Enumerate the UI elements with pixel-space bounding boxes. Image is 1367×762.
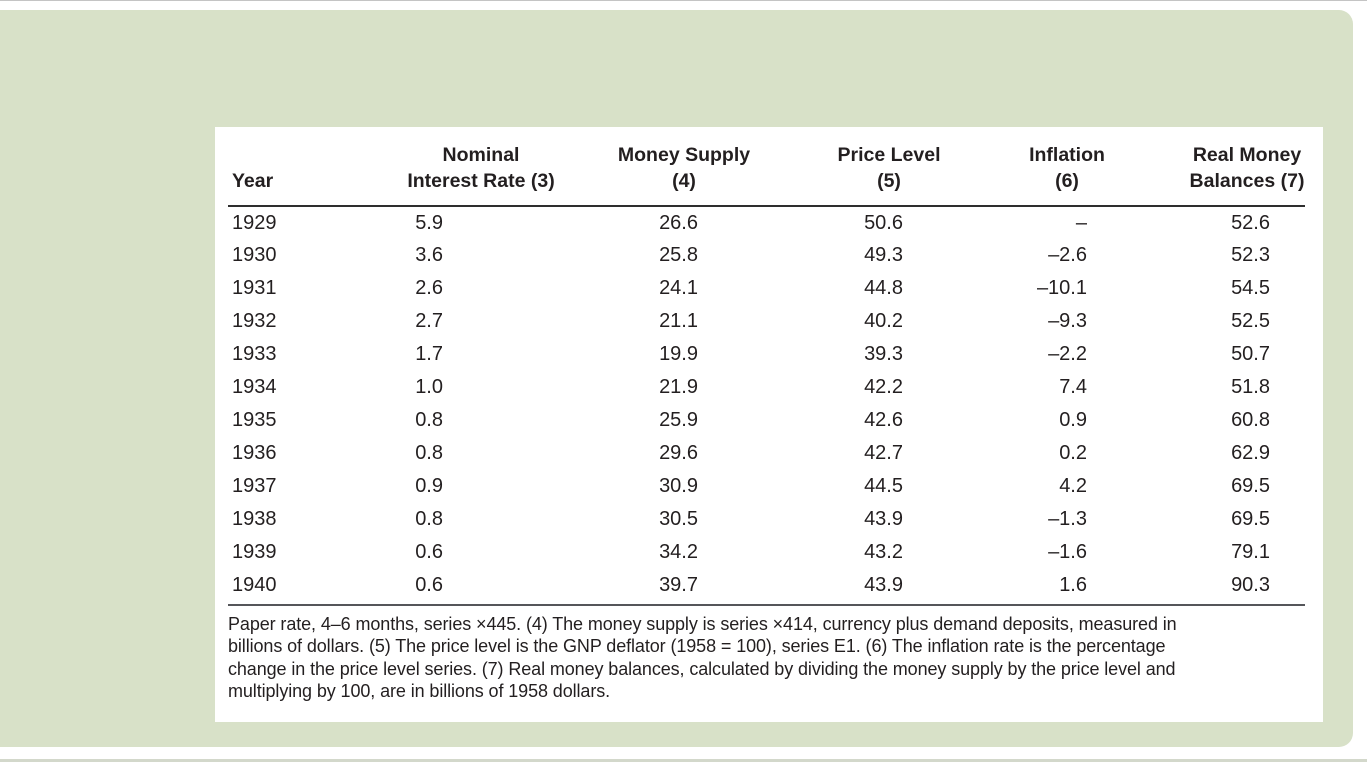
- cell-year: 1938: [232, 508, 277, 530]
- table-row: [228, 470, 1305, 503]
- table-row: [228, 305, 1305, 338]
- cell-nominal-interest-rate: 3.6: [415, 244, 443, 266]
- cell-inflation: –9.3: [1048, 310, 1087, 332]
- cell-nominal-interest-rate: 5.9: [415, 211, 443, 234]
- table-footnote: [228, 604, 1305, 702]
- cell-real-money-balances: 52.3: [1231, 244, 1270, 266]
- cell-money-supply: 30.9: [659, 475, 698, 497]
- cell-inflation: 0.9: [1059, 409, 1087, 431]
- cell-price-level: 44.8: [864, 277, 903, 299]
- column-header-inflation: [1017, 140, 1145, 206]
- column-header-line: Interest Rate (3): [407, 170, 555, 192]
- cell-real-money-balances: 54.5: [1231, 277, 1270, 299]
- cell-real-money-balances: 62.9: [1231, 442, 1270, 464]
- cell-inflation: –2.2: [1048, 343, 1087, 365]
- column-header-line: Money Supply: [617, 144, 751, 166]
- cell-price-level: 42.6: [864, 409, 903, 431]
- cell-money-supply: 21.9: [659, 376, 698, 398]
- cell-money-supply: 30.5: [659, 508, 698, 530]
- cell-year: 1940: [232, 574, 277, 596]
- cell-real-money-balances: 69.5: [1231, 508, 1270, 530]
- cell-nominal-interest-rate: 2.6: [415, 277, 443, 299]
- table-row: [228, 536, 1305, 569]
- cell-inflation: 7.4: [1059, 376, 1087, 398]
- cell-money-supply: 19.9: [659, 343, 698, 365]
- cell-price-level: 50.6: [864, 211, 903, 234]
- cell-real-money-balances: 52.6: [1231, 211, 1270, 234]
- cell-real-money-balances: 79.1: [1231, 541, 1270, 563]
- column-header-real-money-balances: [1145, 140, 1305, 206]
- cell-year: 1934: [232, 376, 277, 398]
- cell-nominal-interest-rate: 0.6: [415, 541, 443, 563]
- cell-price-level: 43.9: [864, 508, 903, 530]
- table-row: [228, 569, 1305, 602]
- cell-year: 1937: [232, 475, 277, 497]
- cell-price-level: 42.2: [864, 376, 903, 398]
- page-top-edge-line: [0, 0, 1367, 1]
- cell-year: 1930: [232, 244, 277, 266]
- cell-money-supply: 24.1: [659, 277, 698, 299]
- cell-money-supply: 25.8: [659, 244, 698, 266]
- cell-year: 1939: [232, 541, 277, 563]
- table-row: [228, 437, 1305, 470]
- table-header: [228, 140, 1305, 206]
- cell-year: 1935: [232, 409, 277, 431]
- cell-inflation: –: [1075, 211, 1087, 234]
- cell-year: 1931: [232, 277, 277, 299]
- table-header-row: [228, 140, 1305, 206]
- cell-inflation: –1.6: [1048, 541, 1087, 563]
- cell-money-supply: 26.6: [659, 211, 698, 234]
- table-body: [228, 206, 1305, 602]
- cell-money-supply: 29.6: [659, 442, 698, 464]
- cell-inflation: 1.6: [1059, 574, 1087, 596]
- column-header-line: (5): [877, 170, 901, 192]
- table-row: [228, 338, 1305, 371]
- cell-real-money-balances: 90.3: [1231, 574, 1270, 596]
- column-header-line: Price Level: [837, 144, 941, 166]
- column-header-line: Nominal: [442, 144, 520, 166]
- cell-real-money-balances: 60.8: [1231, 409, 1270, 431]
- cell-price-level: 40.2: [864, 310, 903, 332]
- data-table: [228, 140, 1305, 602]
- cell-inflation: 0.2: [1059, 442, 1087, 464]
- column-header-nominal-interest-rate: [355, 140, 607, 206]
- cell-year: 1936: [232, 442, 277, 464]
- cell-nominal-interest-rate: 0.9: [415, 475, 443, 497]
- cell-price-level: 49.3: [864, 244, 903, 266]
- column-header-line: (4): [672, 170, 696, 192]
- column-header-line: (6): [1055, 170, 1079, 192]
- cell-money-supply: 25.9: [659, 409, 698, 431]
- cell-nominal-interest-rate: 1.7: [415, 343, 443, 365]
- table-row: [228, 272, 1305, 305]
- cell-year: 1929: [232, 211, 277, 234]
- cell-year: 1932: [232, 310, 277, 332]
- column-header-year: [228, 140, 355, 206]
- cell-year: 1933: [232, 343, 277, 365]
- table-row: [228, 371, 1305, 404]
- cell-price-level: 42.7: [864, 442, 903, 464]
- cell-price-level: 39.3: [864, 343, 903, 365]
- cell-inflation: –10.1: [1036, 277, 1087, 299]
- cell-money-supply: 39.7: [659, 574, 698, 596]
- footnote-line: multiplying by 100, are in billions of 1958 dollars.: [228, 680, 611, 701]
- table-row: [228, 503, 1305, 536]
- cell-price-level: 44.5: [864, 475, 903, 497]
- cell-inflation: 4.2: [1059, 475, 1087, 497]
- footnote-line: Paper rate, 4–6 months, series ×445. (4) The money supply is series ×414, currency plus demand deposits, measured in: [228, 614, 1177, 634]
- column-header-line: Inflation: [1029, 144, 1105, 166]
- table-card: [215, 127, 1323, 722]
- cell-nominal-interest-rate: 1.0: [415, 376, 443, 398]
- cell-real-money-balances: 50.7: [1231, 343, 1270, 365]
- cell-real-money-balances: 69.5: [1231, 475, 1270, 497]
- cell-inflation: –2.6: [1048, 244, 1087, 266]
- cell-price-level: 43.9: [864, 574, 903, 596]
- footnote-line: change in the price level series. (7) Real money balances, calculated by dividing the money supply by the price level and: [228, 658, 1176, 679]
- cell-real-money-balances: 52.5: [1231, 310, 1270, 332]
- cell-money-supply: 34.2: [659, 541, 698, 563]
- column-header-money-supply: [607, 140, 761, 206]
- cell-price-level: 43.2: [864, 541, 903, 563]
- table-row: [228, 206, 1305, 239]
- column-header-price-level: [761, 140, 1017, 206]
- column-header-line: Year: [232, 170, 274, 192]
- cell-nominal-interest-rate: 0.6: [415, 574, 443, 596]
- table-row: [228, 239, 1305, 272]
- footnote-line: billions of dollars. (5) The price level is the GNP deflator (1958 = 100), series E1. (6) The inflation rate is the percentage: [228, 636, 1166, 657]
- cell-nominal-interest-rate: 0.8: [415, 508, 443, 530]
- cell-nominal-interest-rate: 0.8: [415, 442, 443, 464]
- cell-nominal-interest-rate: 0.8: [415, 409, 443, 431]
- cell-real-money-balances: 51.8: [1231, 376, 1270, 398]
- column-header-line: Real Money: [1192, 144, 1302, 166]
- cell-inflation: –1.3: [1048, 508, 1087, 530]
- cell-nominal-interest-rate: 2.7: [415, 310, 443, 332]
- table-row: [228, 404, 1305, 437]
- cell-money-supply: 21.1: [659, 310, 698, 332]
- column-header-line: Balances (7): [1189, 170, 1305, 192]
